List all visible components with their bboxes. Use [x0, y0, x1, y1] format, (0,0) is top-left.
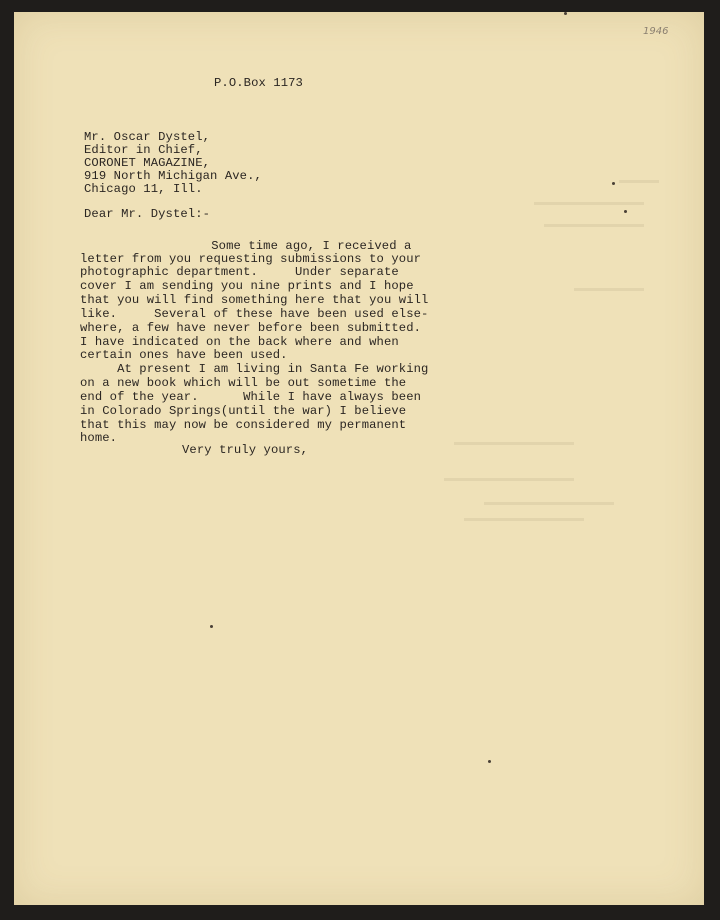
paper-speck [612, 182, 615, 185]
body-line: home. [80, 431, 118, 445]
body-line: in Colorado Springs(until the war) I believe [80, 404, 407, 418]
body-line: At present I am living in Santa Fe working [80, 362, 429, 376]
paper-speck [624, 210, 627, 213]
sender-address: P.O.Box 1173 [214, 76, 303, 90]
body-line: I have indicated on the back where and when [80, 335, 399, 349]
body-line: where, a few have never before been submitted. [80, 321, 422, 335]
show-through-mark [619, 180, 659, 183]
body-line: certain ones have been used. [80, 348, 288, 362]
recipient-line: Editor in Chief, [84, 143, 203, 157]
show-through-mark [444, 478, 574, 481]
show-through-mark [464, 518, 584, 521]
paper-speck [564, 12, 567, 15]
recipient-line: Mr. Oscar Dystel, [84, 130, 211, 144]
show-through-mark [534, 202, 644, 205]
body-line: that you will find something here that you will [80, 293, 429, 307]
salutation: Dear Mr. Dystel:- [84, 207, 211, 221]
body-line: that this may now be considered my permanent [80, 418, 407, 432]
paper-speck [488, 760, 491, 763]
body-line: on a new book which will be out sometime the [80, 376, 407, 390]
pencil-year-note: 1946 [643, 26, 669, 37]
body-line: end of the year. While I have always been [80, 390, 422, 404]
closing: Very truly yours, [182, 443, 309, 457]
body-line: letter from you requesting submissions to your [80, 252, 422, 266]
body-line: photographic department. Under separate [80, 265, 399, 279]
body-line: cover I am sending you nine prints and I hope [80, 279, 414, 293]
recipient-line: 919 North Michigan Ave., [84, 169, 262, 183]
show-through-mark [454, 442, 574, 445]
show-through-mark [574, 288, 644, 291]
paper-speck [210, 625, 213, 628]
show-through-mark [484, 502, 614, 505]
body-line: Some time ago, I received a [63, 239, 412, 253]
show-through-mark [544, 224, 644, 227]
recipient-line: CORONET MAGAZINE, [84, 156, 211, 170]
body-line: like. Several of these have been used else- [80, 307, 429, 321]
recipient-line: Chicago 11, Ill. [84, 182, 203, 196]
